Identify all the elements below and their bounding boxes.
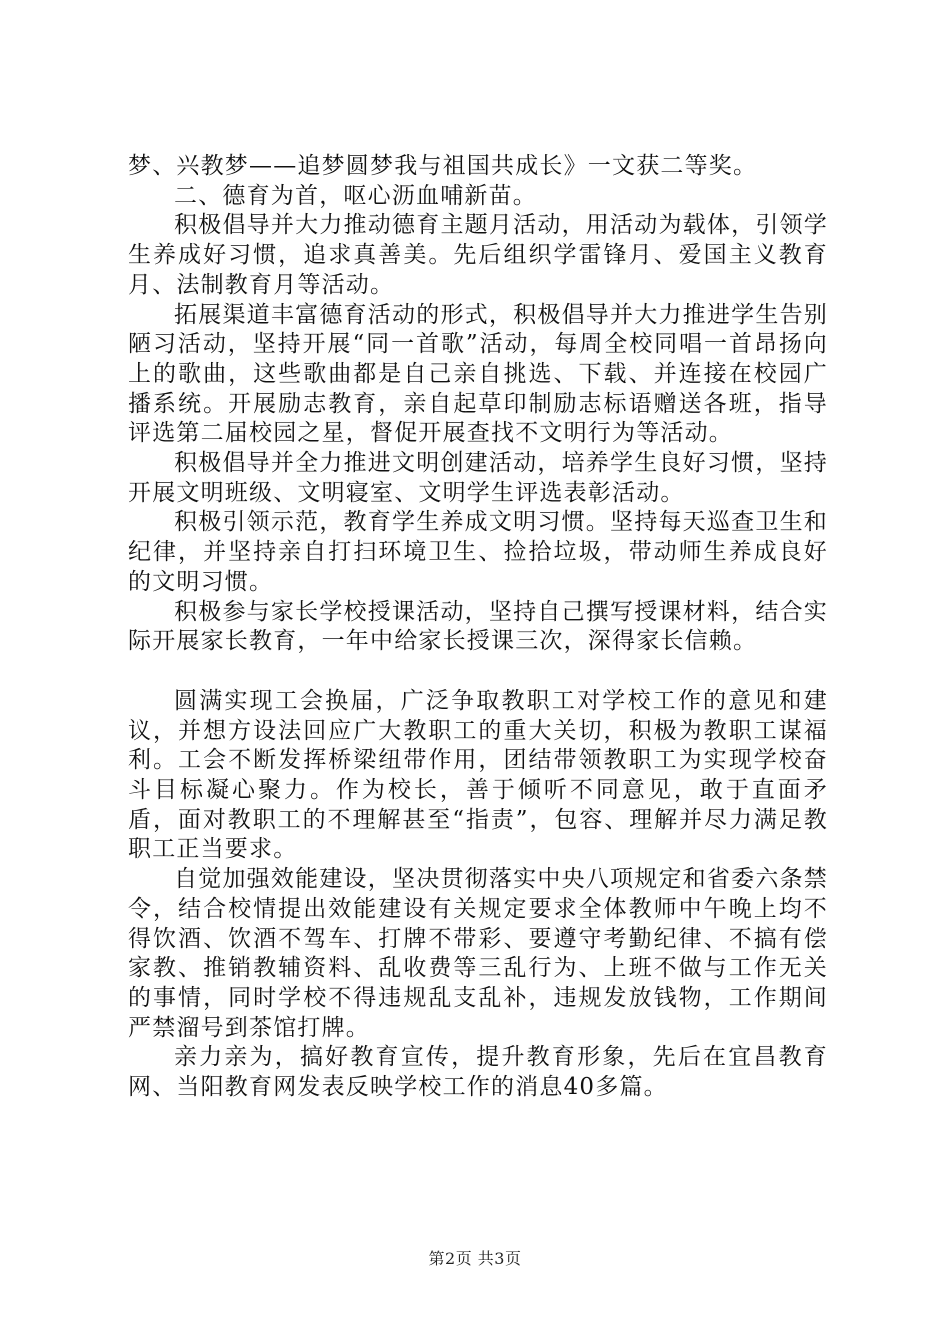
- section-heading-moral-education: 二、德育为首，呕心沥血哺新苗。: [174, 182, 537, 209]
- paragraph-efficiency: 自觉加强效能建设，坚决贯彻落实中央八项规定和省委六条禁令，结合校情提出效能建设有关规定要求全体教师中午晚上均不得饮酒、饮酒不驾车、打牌不带彩、要遵守考勤纪律、不搞有偿家教、推销教辅资料、乱收费等三乱行为、上班不做与工作无关的事情，同时学校不得违规乱支乱补，违规发放钱物，工作期间严禁溜号到茶馆打牌。: [128, 866, 828, 1041]
- paragraph-theme-month: 积极倡导并大力推动德育主题月活动，用活动为载体，引领学生养成好习惯，追求真善美。先后组织学雷锋月、爱国主义教育月、法制教育月等活动。: [128, 212, 828, 298]
- paragraph-parent-school: 积极参与家长学校授课活动，坚持自己撰写授课材料，结合实际开展家长教育，一年中给家长授课三次，深得家长信赖。: [128, 598, 828, 655]
- paragraph-civilization-creation: 积极倡导并全力推进文明创建活动，培养学生良好习惯，坚持开展文明班级、文明寝室、文明学生评选表彰活动。: [128, 450, 828, 506]
- document-body: [128, 152, 828, 1103]
- paragraph-publicity: 亲力亲为，搞好教育宣传，提升教育形象，先后在宜昌教育网、当阳教育网发表反映学校工作的消息40多篇。: [128, 1044, 828, 1101]
- page-footer: 第2页 共3页: [428, 1249, 522, 1268]
- paragraph-moral-activities: 拓展渠道丰富德育活动的形式，积极倡导并大力推进学生告别陋习活动，坚持开展“同一首歌”活动，每周全校同唱一首昂扬向上的歌曲，这些歌曲都是自己亲自挑选、下载、并连接在校园广播系统。开展励志教育，亲自起草印制励志标语赠送各班，指导评选第二届校园之星，督促开展查找不文明行为等活动。: [128, 301, 828, 447]
- paragraph-trade-union: 圆满实现工会换届，广泛争取教职工对学校工作的意见和建议，并想方设法回应广大教职工的重大关切，积极为教职工谋福利。工会不断发挥桥梁纽带作用，团结带领教职工为实现学校奋斗目标凝心聚力。作为校长，善于倾听不同意见，敢于直面矛盾，面对教职工的不理解甚至“指责”，包容、理解并尽力满足教职工正当要求。: [128, 687, 828, 863]
- paragraph-gap: [128, 657, 828, 687]
- paragraph-continuation: 梦、兴教梦——追梦圆梦我与祖国共成长》一文获二等奖。: [128, 153, 758, 179]
- paragraph-lead-by-example: 积极引领示范，教育学生养成文明习惯。坚持每天巡查卫生和纪律，并坚持亲自打扫环境卫生、捡拾垃圾，带动师生养成良好的文明习惯。: [128, 509, 828, 595]
